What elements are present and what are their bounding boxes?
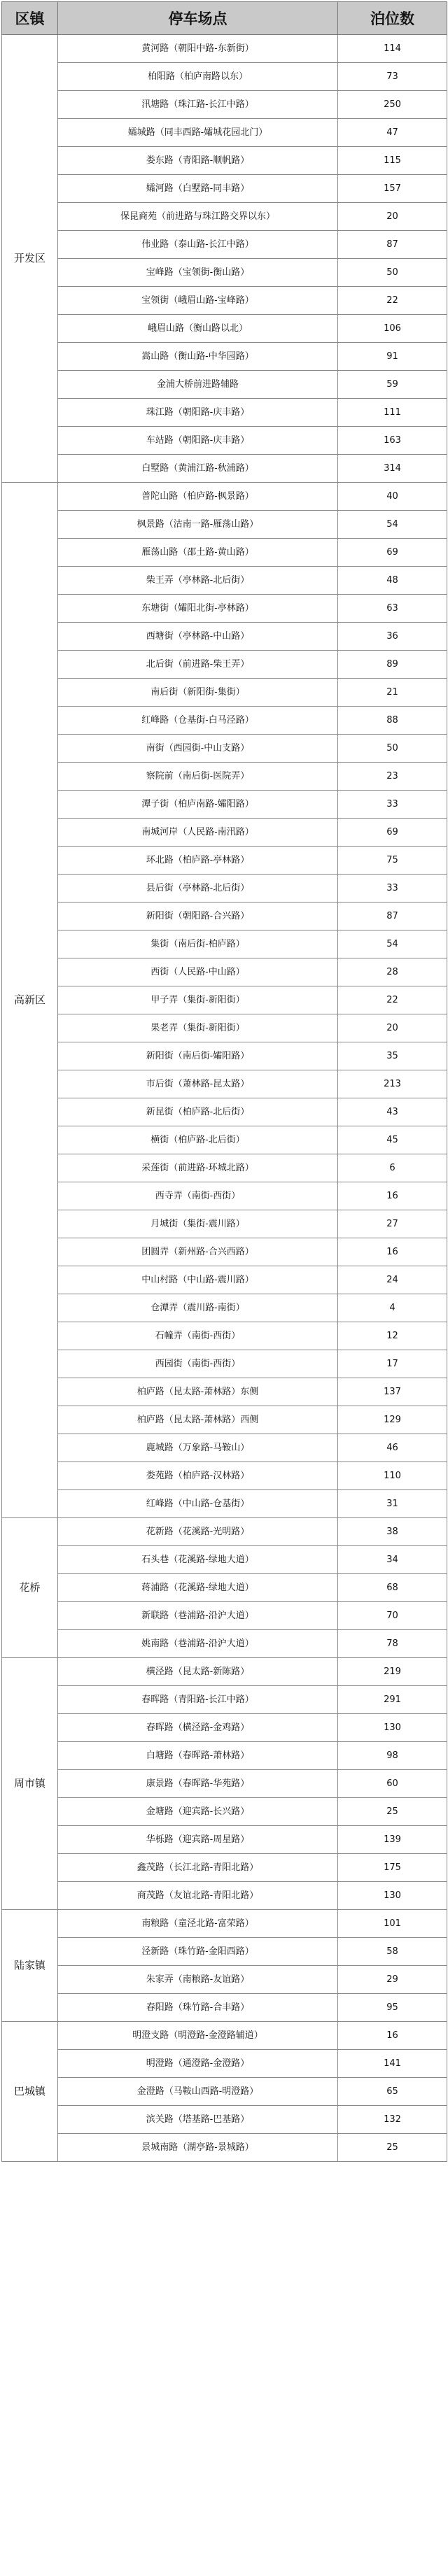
table-row xyxy=(2,1322,447,1350)
table-row xyxy=(2,203,447,231)
location-cell: 普陀山路（柏庐路-枫景路） xyxy=(58,483,338,511)
table-row xyxy=(2,1854,447,1882)
location-cell: 孀河路（白墅路-同丰路） xyxy=(58,175,338,203)
spaces-cell: 29 xyxy=(338,1966,447,1994)
location-cell: 察院前（南后街-医院弄） xyxy=(58,763,338,791)
table-row xyxy=(2,1098,447,1126)
table-row xyxy=(2,63,447,91)
spaces-cell: 73 xyxy=(338,63,447,91)
location-cell: 新联路（巷浦路-沿沪大道） xyxy=(58,1602,338,1630)
spaces-cell: 38 xyxy=(338,1518,447,1546)
spaces-cell: 157 xyxy=(338,175,447,203)
location-cell: 西塘街（亭林路-中山路） xyxy=(58,623,338,651)
location-cell: 中山村路（中山路-震川路） xyxy=(58,1266,338,1294)
table-row xyxy=(2,875,447,903)
table-row xyxy=(2,930,447,958)
table-row xyxy=(2,2106,447,2134)
spaces-cell: 46 xyxy=(338,1434,447,1462)
location-cell: 明澄路（通澄路-金澄路） xyxy=(58,2050,338,2078)
spaces-cell: 16 xyxy=(338,2022,447,2050)
table-row xyxy=(2,1126,447,1154)
spaces-cell: 95 xyxy=(338,1994,447,2022)
location-cell: 花新路（花溪路-光明路） xyxy=(58,1518,338,1546)
spaces-cell: 89 xyxy=(338,651,447,679)
table-row xyxy=(2,91,447,119)
table-row xyxy=(2,595,447,623)
spaces-cell: 33 xyxy=(338,791,447,819)
spaces-cell: 50 xyxy=(338,735,447,763)
spaces-cell: 213 xyxy=(338,1070,447,1098)
spaces-cell: 87 xyxy=(338,231,447,259)
table-row xyxy=(2,1042,447,1070)
location-cell: 横泾路（昆太路-新陈路） xyxy=(58,1658,338,1686)
location-cell: 甲子弄（集街-新阳街） xyxy=(58,986,338,1014)
table-row xyxy=(2,1770,447,1798)
table-row xyxy=(2,287,447,315)
header-district: 区镇 xyxy=(2,2,58,35)
location-cell: 新阳街（朝阳路-合兴路） xyxy=(58,903,338,930)
spaces-cell: 87 xyxy=(338,903,447,930)
location-cell: 月城街（集街-震川路） xyxy=(58,1210,338,1238)
spaces-cell: 36 xyxy=(338,623,447,651)
location-cell: 汛塘路（珠江路-长江中路） xyxy=(58,91,338,119)
table-row xyxy=(2,1602,447,1630)
spaces-cell: 314 xyxy=(338,455,447,483)
table-row xyxy=(2,455,447,483)
location-cell: 柴王弄（亭林路-北后街） xyxy=(58,567,338,595)
table-row xyxy=(2,986,447,1014)
table-row xyxy=(2,371,447,399)
location-cell: 嵩山路（衡山路-中华园路） xyxy=(58,343,338,371)
spaces-cell: 110 xyxy=(338,1462,447,1490)
district-cell: 周市镇 xyxy=(2,1658,58,1910)
location-cell: 滨关路（塔基路-巴基路） xyxy=(58,2106,338,2134)
location-cell: 西寺弄（南街-西街） xyxy=(58,1182,338,1210)
spaces-cell: 34 xyxy=(338,1546,447,1574)
location-cell: 枫景路（沽南一路-雁荡山路） xyxy=(58,511,338,539)
location-cell: 南城河岸（人民路-南汛路） xyxy=(58,819,338,847)
location-cell: 西街（人民路-中山路） xyxy=(58,958,338,986)
spaces-cell: 132 xyxy=(338,2106,447,2134)
location-cell: 南粮路（童泾北路-富荣路） xyxy=(58,1910,338,1938)
table-row xyxy=(2,427,447,455)
spaces-cell: 25 xyxy=(338,1798,447,1826)
spaces-cell: 4 xyxy=(338,1294,447,1322)
spaces-cell: 24 xyxy=(338,1266,447,1294)
table-row xyxy=(2,1378,447,1406)
location-cell: 保昆商苑（前进路与珠江路交界以东） xyxy=(58,203,338,231)
table-row xyxy=(2,1742,447,1770)
table-row xyxy=(2,231,447,259)
district-cell: 高新区 xyxy=(2,483,58,1518)
header-row xyxy=(2,2,447,35)
table-row xyxy=(2,1462,447,1490)
spaces-cell: 78 xyxy=(338,1630,447,1658)
spaces-cell: 98 xyxy=(338,1742,447,1770)
spaces-cell: 50 xyxy=(338,259,447,287)
location-cell: 峨眉山路（衡山路以北） xyxy=(58,315,338,343)
table-row xyxy=(2,2022,447,2050)
spaces-cell: 16 xyxy=(338,1238,447,1266)
spaces-cell: 60 xyxy=(338,1770,447,1798)
spaces-cell: 54 xyxy=(338,511,447,539)
location-cell: 华栎路（迎宾路-周星路） xyxy=(58,1826,338,1854)
location-cell: 金塘路（迎宾路-长兴路） xyxy=(58,1798,338,1826)
spaces-cell: 6 xyxy=(338,1154,447,1182)
spaces-cell: 47 xyxy=(338,119,447,147)
spaces-cell: 139 xyxy=(338,1826,447,1854)
location-cell: 春晖路（横泾路-金鸡路） xyxy=(58,1714,338,1742)
location-cell: 南街（西园街-中山支路） xyxy=(58,735,338,763)
spaces-cell: 16 xyxy=(338,1182,447,1210)
table-body xyxy=(2,35,447,2162)
spaces-cell: 137 xyxy=(338,1378,447,1406)
spaces-cell: 20 xyxy=(338,203,447,231)
table-row xyxy=(2,1182,447,1210)
spaces-cell: 68 xyxy=(338,1574,447,1602)
table-row xyxy=(2,1490,447,1518)
spaces-cell: 106 xyxy=(338,315,447,343)
location-cell: 团圆弄（新州路-合兴西路） xyxy=(58,1238,338,1266)
table-row xyxy=(2,1826,447,1854)
location-cell: 鹿城路（万象路-马鞍山） xyxy=(58,1434,338,1462)
spaces-cell: 40 xyxy=(338,483,447,511)
spaces-cell: 22 xyxy=(338,986,447,1014)
table-row xyxy=(2,903,447,930)
location-cell: 县后街（亭林路-北后街） xyxy=(58,875,338,903)
spaces-cell: 12 xyxy=(338,1322,447,1350)
spaces-cell: 58 xyxy=(338,1938,447,1966)
location-cell: 西园街（南街-西街） xyxy=(58,1350,338,1378)
table-row xyxy=(2,1406,447,1434)
location-cell: 南后街（新阳街-集街） xyxy=(58,679,338,707)
location-cell: 春晖路（青阳路-长江中路） xyxy=(58,1686,338,1714)
spaces-cell: 114 xyxy=(338,35,447,63)
table-row xyxy=(2,1658,447,1686)
table-row xyxy=(2,1350,447,1378)
location-cell: 金浦大桥前进路辅路 xyxy=(58,371,338,399)
location-cell: 采莲街（前进路-环城北路） xyxy=(58,1154,338,1182)
table-row xyxy=(2,567,447,595)
spaces-cell: 48 xyxy=(338,567,447,595)
spaces-cell: 163 xyxy=(338,427,447,455)
table-row xyxy=(2,2134,447,2162)
location-cell: 新昆街（柏庐路-北后街） xyxy=(58,1098,338,1126)
district-cell: 开发区 xyxy=(2,35,58,483)
spaces-cell: 59 xyxy=(338,371,447,399)
location-cell: 红峰路（中山路-仓基街） xyxy=(58,1490,338,1518)
location-cell: 石头巷（花溪路-绿地大道） xyxy=(58,1546,338,1574)
table-row xyxy=(2,1938,447,1966)
location-cell: 横街（柏庐路-北后街） xyxy=(58,1126,338,1154)
location-cell: 宝峰路（宝领街-衡山路） xyxy=(58,259,338,287)
spaces-cell: 35 xyxy=(338,1042,447,1070)
location-cell: 仓潭弄（震川路-南街） xyxy=(58,1294,338,1322)
location-cell: 柏阳路（柏庐南路以东） xyxy=(58,63,338,91)
location-cell: 孀城路（同丰西路-孀城花园北门） xyxy=(58,119,338,147)
spaces-cell: 291 xyxy=(338,1686,447,1714)
location-cell: 伟业路（泰山路-长江中路） xyxy=(58,231,338,259)
spaces-cell: 130 xyxy=(338,1714,447,1742)
location-cell: 朱家弄（南粮路-友谊路） xyxy=(58,1966,338,1994)
location-cell: 鑫茂路（长江北路-青阳北路） xyxy=(58,1854,338,1882)
district-cell: 巴城镇 xyxy=(2,2022,58,2162)
table-row xyxy=(2,1966,447,1994)
spaces-cell: 28 xyxy=(338,958,447,986)
table-row xyxy=(2,35,447,63)
table-row xyxy=(2,147,447,175)
location-cell: 集街（南后街-柏庐路） xyxy=(58,930,338,958)
table-row xyxy=(2,1910,447,1938)
spaces-cell: 101 xyxy=(338,1910,447,1938)
table-row xyxy=(2,791,447,819)
spaces-cell: 91 xyxy=(338,343,447,371)
table-row xyxy=(2,1238,447,1266)
location-cell: 果老弄（集街-新阳街） xyxy=(58,1014,338,1042)
spaces-cell: 21 xyxy=(338,679,447,707)
spaces-cell: 250 xyxy=(338,91,447,119)
location-cell: 柏庐路（昆太路-萧林路）西侧 xyxy=(58,1406,338,1434)
location-cell: 车站路（朝阳路-庆丰路） xyxy=(58,427,338,455)
table-row xyxy=(2,1154,447,1182)
table-row xyxy=(2,651,447,679)
location-cell: 环北路（柏庐路-亭林路） xyxy=(58,847,338,875)
parking-table xyxy=(1,1,447,2162)
spaces-cell: 43 xyxy=(338,1098,447,1126)
table-row xyxy=(2,958,447,986)
table-row xyxy=(2,623,447,651)
table-row xyxy=(2,1994,447,2022)
header-spaces: 泊位数 xyxy=(338,2,447,35)
location-cell: 潭子街（柏庐南路-孀阳路） xyxy=(58,791,338,819)
location-cell: 黄河路（朝阳中路-东新街） xyxy=(58,35,338,63)
spaces-cell: 20 xyxy=(338,1014,447,1042)
spaces-cell: 45 xyxy=(338,1126,447,1154)
spaces-cell: 69 xyxy=(338,539,447,567)
table-row xyxy=(2,315,447,343)
location-cell: 东塘街（孀阳北街-亭林路） xyxy=(58,595,338,623)
spaces-cell: 130 xyxy=(338,1882,447,1910)
table-row xyxy=(2,679,447,707)
spaces-cell: 22 xyxy=(338,287,447,315)
table-row xyxy=(2,343,447,371)
spaces-cell: 54 xyxy=(338,930,447,958)
location-cell: 商茂路（友谊北路-青阳北路） xyxy=(58,1882,338,1910)
table-row xyxy=(2,2078,447,2106)
table-row xyxy=(2,259,447,287)
location-cell: 市后街（萧林路-昆太路） xyxy=(58,1070,338,1098)
spaces-cell: 141 xyxy=(338,2050,447,2078)
location-cell: 春阳路（珠竹路-合丰路） xyxy=(58,1994,338,2022)
spaces-cell: 31 xyxy=(338,1490,447,1518)
table-row xyxy=(2,1518,447,1546)
spaces-cell: 111 xyxy=(338,399,447,427)
location-cell: 娄东路（青阳路-顺帆路） xyxy=(58,147,338,175)
table-row xyxy=(2,1630,447,1658)
table-row xyxy=(2,119,447,147)
table-row xyxy=(2,1266,447,1294)
table-row xyxy=(2,1294,447,1322)
header-parking-location: 停车场点 xyxy=(58,2,338,35)
spaces-cell: 23 xyxy=(338,763,447,791)
table-row xyxy=(2,707,447,735)
table-row xyxy=(2,819,447,847)
location-cell: 泾新路（珠竹路-金阳西路） xyxy=(58,1938,338,1966)
spaces-cell: 115 xyxy=(338,147,447,175)
location-cell: 新阳街（南后街-孀阳路） xyxy=(58,1042,338,1070)
spaces-cell: 33 xyxy=(338,875,447,903)
table-row xyxy=(2,847,447,875)
table-row xyxy=(2,483,447,511)
table-row xyxy=(2,2050,447,2078)
location-cell: 珠江路（朝阳路-庆丰路） xyxy=(58,399,338,427)
table-row xyxy=(2,399,447,427)
table-row xyxy=(2,1546,447,1574)
table-row xyxy=(2,175,447,203)
table-row xyxy=(2,1686,447,1714)
location-cell: 北后街（前进路-柴王弄） xyxy=(58,651,338,679)
spaces-cell: 219 xyxy=(338,1658,447,1686)
location-cell: 明澄支路（明澄路-金澄路辅道） xyxy=(58,2022,338,2050)
table-row xyxy=(2,539,447,567)
table-row xyxy=(2,1070,447,1098)
location-cell: 姚南路（巷浦路-沿沪大道） xyxy=(58,1630,338,1658)
table-row xyxy=(2,763,447,791)
spaces-cell: 175 xyxy=(338,1854,447,1882)
table-row xyxy=(2,511,447,539)
spaces-cell: 17 xyxy=(338,1350,447,1378)
spaces-cell: 65 xyxy=(338,2078,447,2106)
location-cell: 红峰路（仓基街-白马泾路） xyxy=(58,707,338,735)
location-cell: 白塘路（春晖路-萧林路） xyxy=(58,1742,338,1770)
spaces-cell: 27 xyxy=(338,1210,447,1238)
spaces-cell: 70 xyxy=(338,1602,447,1630)
spaces-cell: 69 xyxy=(338,819,447,847)
location-cell: 白墅路（黄浦江路-秋浦路） xyxy=(58,455,338,483)
table-row xyxy=(2,1798,447,1826)
location-cell: 娄苑路（柏庐路-汉林路） xyxy=(58,1462,338,1490)
table-row xyxy=(2,1882,447,1910)
location-cell: 景城南路（湖亭路-景城路） xyxy=(58,2134,338,2162)
location-cell: 金澄路（马鞍山西路-明澄路） xyxy=(58,2078,338,2106)
location-cell: 康景路（春晖路-华苑路） xyxy=(58,1770,338,1798)
spaces-cell: 63 xyxy=(338,595,447,623)
spaces-cell: 88 xyxy=(338,707,447,735)
location-cell: 雁荡山路（邵土路-黄山路） xyxy=(58,539,338,567)
location-cell: 柏庐路（昆太路-萧林路）东侧 xyxy=(58,1378,338,1406)
district-cell: 陆家镇 xyxy=(2,1910,58,2022)
table-row xyxy=(2,1434,447,1462)
location-cell: 宝领街（峨眉山路-宝峰路） xyxy=(58,287,338,315)
spaces-cell: 75 xyxy=(338,847,447,875)
spaces-cell: 25 xyxy=(338,2134,447,2162)
location-cell: 石幢弄（南街-西街） xyxy=(58,1322,338,1350)
spaces-cell: 129 xyxy=(338,1406,447,1434)
table-row xyxy=(2,735,447,763)
location-cell: 蒋浦路（花溪路-绿地大道） xyxy=(58,1574,338,1602)
district-cell: 花桥 xyxy=(2,1518,58,1658)
table-row xyxy=(2,1210,447,1238)
table-row xyxy=(2,1714,447,1742)
table-row xyxy=(2,1574,447,1602)
table-row xyxy=(2,1014,447,1042)
